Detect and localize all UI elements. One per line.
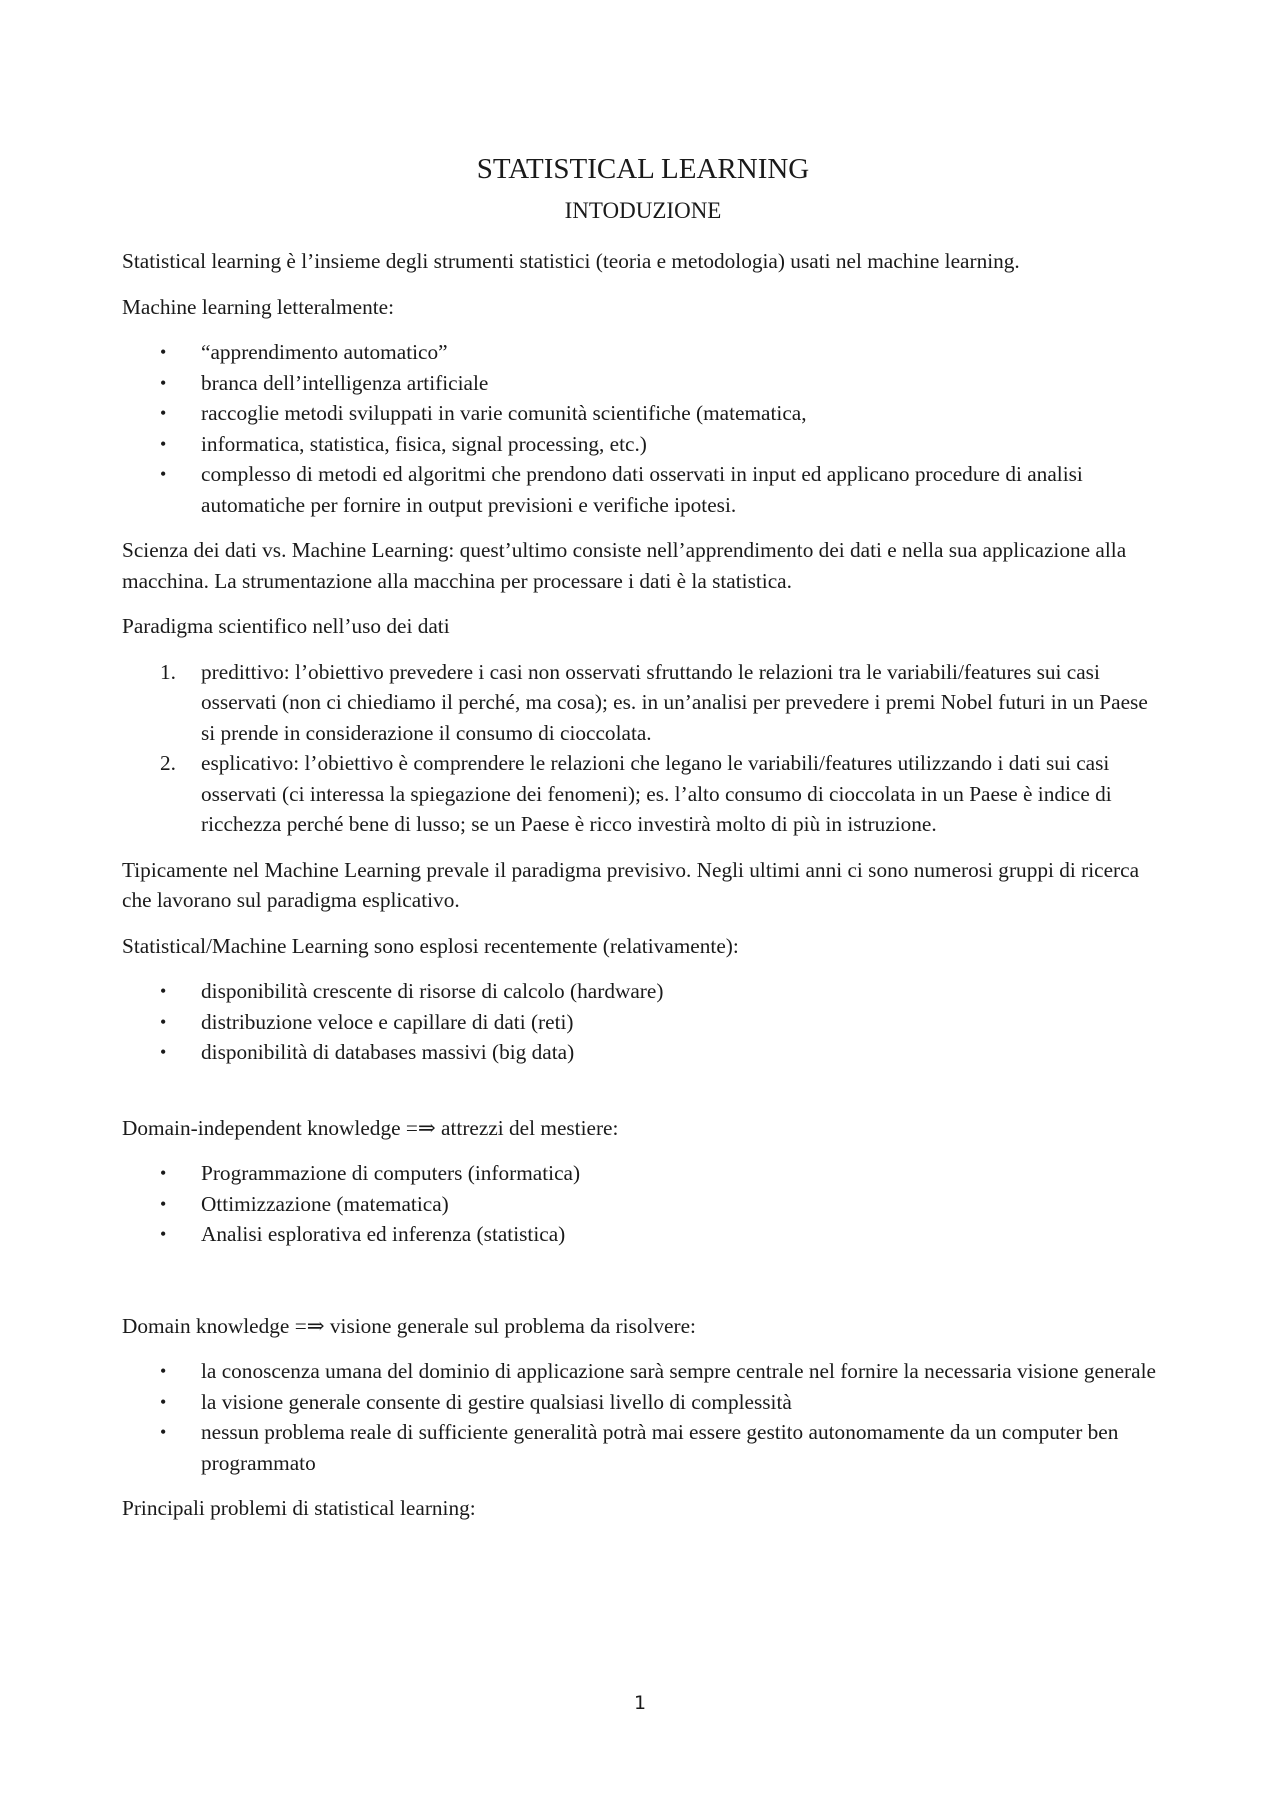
bullet-icon: • <box>160 981 167 1001</box>
bullet-icon: • <box>160 1422 167 1442</box>
bullet-icon: • <box>160 1042 167 1062</box>
domain-independent-list <box>122 1158 1164 1250</box>
list-item-text: Analisi esplorativa ed inferenza (statistica) <box>201 1222 566 1246</box>
list-item-text: branca dell’intelligenza artificiale <box>201 370 489 395</box>
domain-knowledge-heading: Domain knowledge =⇒ visione generale sul problema da risolvere: <box>122 1313 696 1338</box>
list-item-text: complesso di metodi ed algoritmi che prendono dati osservati in input ed applicano procedure di analisi automatiche per fornire in output previsioni e verifiche ipotesi. <box>201 462 1083 517</box>
list-item-text: informatica, statistica, fisica, signal processing, etc.) <box>201 431 647 456</box>
list-item-text: distribuzione veloce e capillare di dati (reti) <box>201 1009 574 1034</box>
bullet-icon: • <box>160 1391 167 1412</box>
bullet-icon: • <box>160 372 167 393</box>
list-item-text: disponibilità crescente di risorse di calcolo (hardware) <box>201 979 664 1003</box>
intro-paragraph: Statistical learning è l’insieme degli strumenti statistici (teoria e metodologia) usati nel machine learning. <box>122 249 1020 273</box>
list-item <box>122 1158 1164 1189</box>
list-item-text: Programmazione di computers (informatica) <box>201 1161 581 1185</box>
list-item <box>122 459 1164 520</box>
list-item <box>122 1189 1164 1220</box>
bullet-icon: • <box>160 1011 167 1032</box>
list-item <box>122 368 1164 399</box>
bullet-icon: • <box>160 1193 167 1214</box>
list-item-text: raccoglie metodi sviluppati in varie comunità scientifiche (matematica, <box>201 401 807 425</box>
list-item-text: predittivo: l’obiettivo prevedere i casi non osservati sfruttando le relazioni tra le variabili/features sui casi osservati (non ci chiediamo il perché, ma cosa); es. in un’analisi per prevedere i premi Nobel futuri in un Paese si prende in considerazione il consumo di cioccolata. <box>201 659 1148 745</box>
list-item <box>122 1007 1164 1038</box>
bullet-icon: • <box>160 433 167 454</box>
list-item-text: “apprendimento automatico” <box>201 340 448 364</box>
domain-independent-heading: Domain-independent knowledge =⇒ attrezzi del mestiere: <box>122 1115 619 1140</box>
list-item-text: disponibilità di databases massivi (big data) <box>201 1040 575 1064</box>
ml-heading: Machine learning letteralmente: <box>122 294 395 319</box>
exploded-heading: Statistical/Machine Learning sono esplosi recentemente (relativamente): <box>122 933 739 958</box>
science-vs-ml-paragraph: Scienza dei dati vs. Machine Learning: quest’ultimo consiste nell’apprendimento dei dati e nella sua applicazione alla macchina. La strumentazione alla macchina per processare i dati è la statistica. <box>122 538 1127 593</box>
bullet-icon: • <box>160 1361 167 1381</box>
bullet-icon: • <box>160 464 167 484</box>
bullet-icon: • <box>160 1224 167 1244</box>
spacer <box>122 1083 1164 1113</box>
list-number: 1. <box>160 659 176 684</box>
list-item-text: la visione generale consente di gestire qualsiasi livello di complessità <box>201 1389 792 1414</box>
list-item <box>122 429 1164 460</box>
ml-list <box>122 337 1164 520</box>
list-item-text: esplicativo: l’obiettivo è comprendere le relazioni che legano le variabili/features utilizzando i dati sui casi osservati (ci interessa la spiegazione dei fenomeni); es. l’alto consumo di cioccolata in un Paese è indice di ricchezza perché bene di lusso; se un Paese è ricco investirà molto di più in istruzione. <box>201 751 1112 836</box>
exploded-list <box>122 976 1164 1068</box>
bullet-icon: • <box>160 1163 167 1183</box>
bullet-icon: • <box>160 342 167 362</box>
list-item <box>122 337 1164 368</box>
list-number: 2. <box>160 751 176 775</box>
list-item <box>122 1356 1164 1387</box>
typically-paragraph: Tipicamente nel Machine Learning prevale il paradigma previsivo. Negli ultimi anni ci sono numerosi gruppi di ricerca che lavorano sul paradigma esplicativo. <box>122 857 1140 912</box>
list-item <box>122 398 1164 429</box>
list-item-text: la conoscenza umana del dominio di applicazione sarà sempre centrale nel fornire la necessaria visione generale <box>201 1359 1156 1383</box>
list-item <box>122 1219 1164 1250</box>
page-number: 1 <box>633 1692 647 1714</box>
document-title: STATISTICAL LEARNING <box>476 153 810 185</box>
paradigm-list <box>122 657 1164 840</box>
bullet-icon: • <box>160 403 167 423</box>
list-item <box>122 1417 1164 1478</box>
paradigm-heading: Paradigma scientifico nell’uso dei dati <box>122 614 450 638</box>
list-item-text: nessun problema reale di sufficiente generalità potrà mai essere gestito autonomamente da un computer ben programmato <box>201 1420 1119 1475</box>
spacer <box>122 1265 1164 1311</box>
main-problems-heading: Principali problemi di statistical learning: <box>122 1496 476 1520</box>
list-item <box>122 657 1164 749</box>
list-item <box>122 976 1164 1007</box>
domain-knowledge-list <box>122 1356 1164 1478</box>
list-item <box>122 748 1164 840</box>
list-item-text: Ottimizzazione (matematica) <box>201 1191 449 1216</box>
list-item <box>122 1387 1164 1418</box>
section-subtitle: INTODUZIONE <box>564 198 722 223</box>
list-item <box>122 1037 1164 1068</box>
page-content <box>122 150 1164 1539</box>
